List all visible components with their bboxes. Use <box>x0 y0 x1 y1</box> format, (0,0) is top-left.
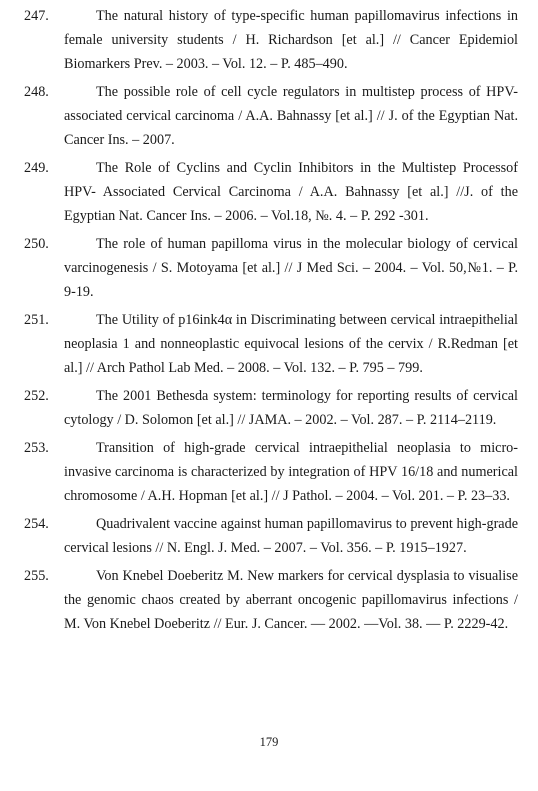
reference-entry <box>24 232 518 304</box>
reference-list <box>24 4 518 636</box>
reference-number: 251. <box>24 312 49 328</box>
reference-text: The Utility of p16ink4α in Discriminating between cervical intraepithelial neoplasia 1 and nonneoplastic equivocal lesions of the cervix / R.Redman [et al.] // Arch Pathol Lab Med. – 2008. – Vol. 132. – P. 795 – 799. <box>64 312 518 376</box>
reference-text: The possible role of cell cycle regulators in multistep process of HPV-associated cervical carcinoma / A.A. Bahnassy [et al.] // J. of the Egyptian Nat. Cancer Ins. – 2007. <box>64 84 518 148</box>
reference-number: 252. <box>24 388 49 404</box>
reference-text: Transition of high-grade cervical intraepithelial neoplasia to micro-invasive carcinoma is characterized by integration of HPV 16/18 and numerical chromosome / A.H. Hopman [et al.] // J Pathol. – 2004. – Vol. 201. – P. 23–33. <box>64 440 518 504</box>
reference-entry <box>24 512 518 560</box>
reference-number: 254. <box>24 516 49 532</box>
reference-entry <box>24 308 518 380</box>
reference-number: 248. <box>24 84 49 100</box>
reference-number: 253. <box>24 440 49 456</box>
reference-number: 247. <box>24 8 49 24</box>
reference-text: The Role of Cyclins and Cyclin Inhibitors in the Multistep Processof HPV- Associated Cervical Carcinoma / A.A. Bahnassy [et al.] //J. of the Egyptian Nat. Cancer Ins. – 2006. – Vol.18, №. 4. – P. 292 -301. <box>64 160 518 224</box>
reference-text: The natural history of type-specific human papillomavirus infections in female university students / H. Richardson [et al.] // Cancer Epidemiol Biomarkers Prev. – 2003. – Vol. 12. – P. 485–490. <box>64 8 518 72</box>
reference-entry <box>24 4 518 76</box>
reference-entry <box>24 156 518 228</box>
reference-entry <box>24 384 518 432</box>
reference-entry <box>24 564 518 636</box>
reference-number: 250. <box>24 236 49 252</box>
reference-number: 249. <box>24 160 49 176</box>
reference-text: The role of human papilloma virus in the molecular biology of cervical varcinogenesis / S. Motoyama [et al.] // J Med Sci. – 2004. – Vol. 50,№1. – P. 9-19. <box>64 236 518 300</box>
reference-text: The 2001 Bethesda system: terminology for reporting results of cervical cytology / D. Solomon [et al.] // JAMA. – 2002. – Vol. 287. – P. 2114–2119. <box>64 388 518 428</box>
page-number: 179 <box>259 735 279 749</box>
reference-text: Von Knebel Doeberitz M. New markers for cervical dysplasia to visualise the genomic chaos created by aberrant oncogenic papillomavirus infections / M. Von Knebel Doeberitz // Eur. J. Cancer. — 2002. —Vol. 38. — P. 2229-42. <box>64 568 518 632</box>
reference-number: 255. <box>24 568 49 584</box>
reference-text: Quadrivalent vaccine against human papillomavirus to prevent high-grade cervical lesions // N. Engl. J. Med. – 2007. – Vol. 356. – P. 1915–1927. <box>64 516 518 556</box>
reference-entry <box>24 80 518 152</box>
reference-entry <box>24 436 518 508</box>
